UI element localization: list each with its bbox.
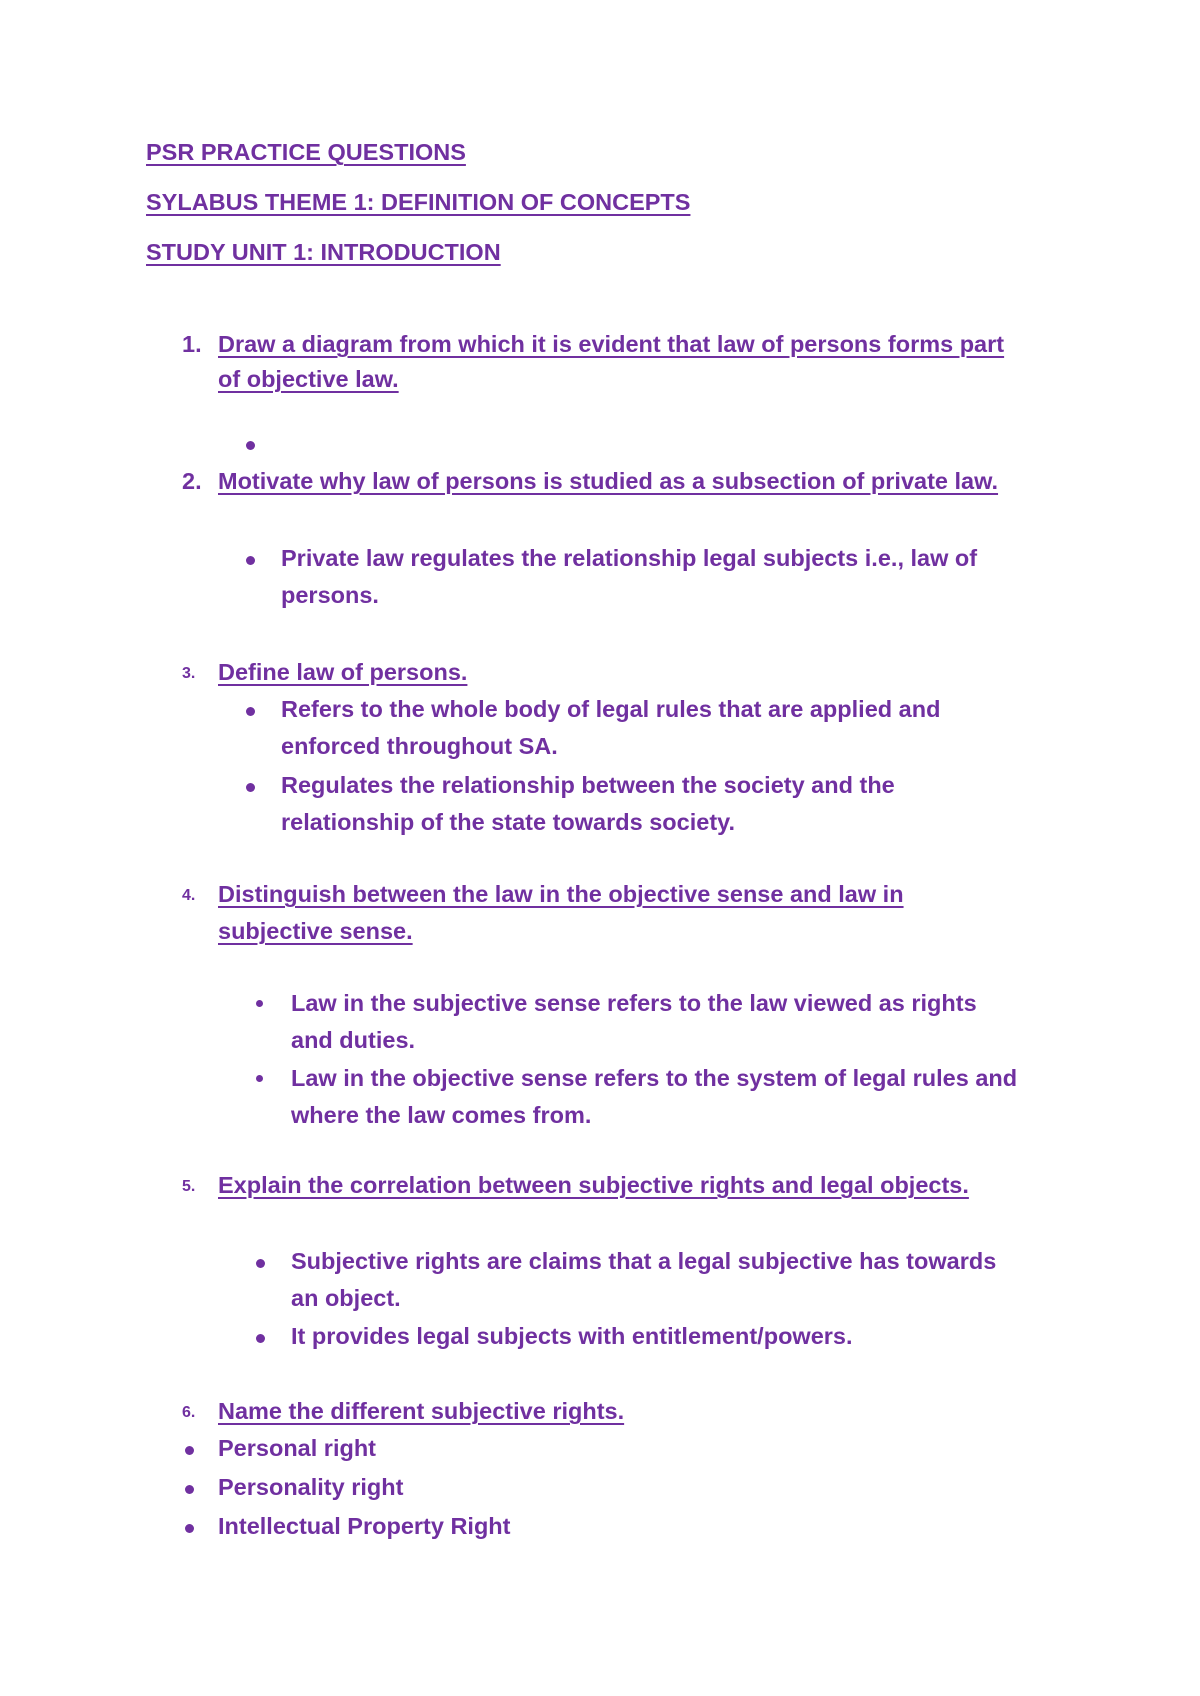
question-number: 2. bbox=[182, 468, 202, 494]
answer-text: Intellectual Property Right bbox=[218, 1513, 511, 1539]
answer-text: Law in the objective sense refers to the system of legal rules and bbox=[291, 1065, 1018, 1091]
question-text: Draw a diagram from which it is evident that law of persons forms part bbox=[218, 331, 1005, 357]
bullet-icon bbox=[256, 1334, 265, 1343]
bullet-icon bbox=[256, 1259, 265, 1268]
question-text: subjective sense. bbox=[218, 918, 413, 944]
question-text: Explain the correlation between subjective rights and legal objects. bbox=[218, 1172, 969, 1198]
answer-text: relationship of the state towards society. bbox=[281, 809, 735, 835]
answer-text: Law in the subjective sense refers to the law viewed as rights bbox=[291, 990, 977, 1016]
answer-text: Personality right bbox=[218, 1474, 404, 1500]
answer-text: persons. bbox=[281, 582, 379, 608]
question-text: Distinguish between the law in the objective sense and law in bbox=[218, 881, 904, 907]
bullet-icon bbox=[246, 556, 255, 565]
bullet-icon bbox=[256, 1000, 263, 1007]
question-number: 5. bbox=[182, 1178, 196, 1195]
answer-text: and duties. bbox=[291, 1027, 416, 1053]
answer-text: Refers to the whole body of legal rules that are applied and bbox=[281, 696, 941, 722]
answer-text: where the law comes from. bbox=[291, 1102, 592, 1128]
bullet-icon bbox=[246, 441, 255, 450]
page-title: PSR PRACTICE QUESTIONS bbox=[146, 139, 466, 165]
answer-text: an object. bbox=[291, 1285, 401, 1311]
answer-text: Subjective rights are claims that a legal subjective has towards bbox=[291, 1248, 997, 1274]
theme-heading: SYLABUS THEME 1: DEFINITION OF CONCEPTS bbox=[146, 189, 691, 215]
bullet-icon bbox=[246, 783, 255, 792]
answer-text: Personal right bbox=[218, 1435, 377, 1461]
answer-text: Regulates the relationship between the society and the bbox=[281, 772, 895, 798]
bullet-icon bbox=[185, 1446, 194, 1455]
question-text: Motivate why law of persons is studied as a subsection of private law. bbox=[218, 468, 999, 494]
question-number: 3. bbox=[182, 665, 196, 682]
answer-text: enforced throughout SA. bbox=[281, 733, 558, 759]
question-text: of objective law. bbox=[218, 366, 399, 392]
answer-text: Private law regulates the relationship legal subjects i.e., law of bbox=[281, 545, 978, 571]
question-text: Name the different subjective rights. bbox=[218, 1398, 625, 1424]
question-number: 6. bbox=[182, 1404, 196, 1421]
answer-text: It provides legal subjects with entitlement/powers. bbox=[291, 1323, 853, 1349]
question-number: 4. bbox=[182, 887, 196, 904]
bullet-icon bbox=[246, 707, 255, 716]
bullet-icon bbox=[256, 1075, 263, 1082]
bullet-icon bbox=[185, 1485, 194, 1494]
unit-heading: STUDY UNIT 1: INTRODUCTION bbox=[146, 239, 501, 265]
question-text: Define law of persons. bbox=[218, 659, 468, 685]
bullet-icon bbox=[185, 1524, 194, 1533]
question-number: 1. bbox=[182, 331, 202, 357]
